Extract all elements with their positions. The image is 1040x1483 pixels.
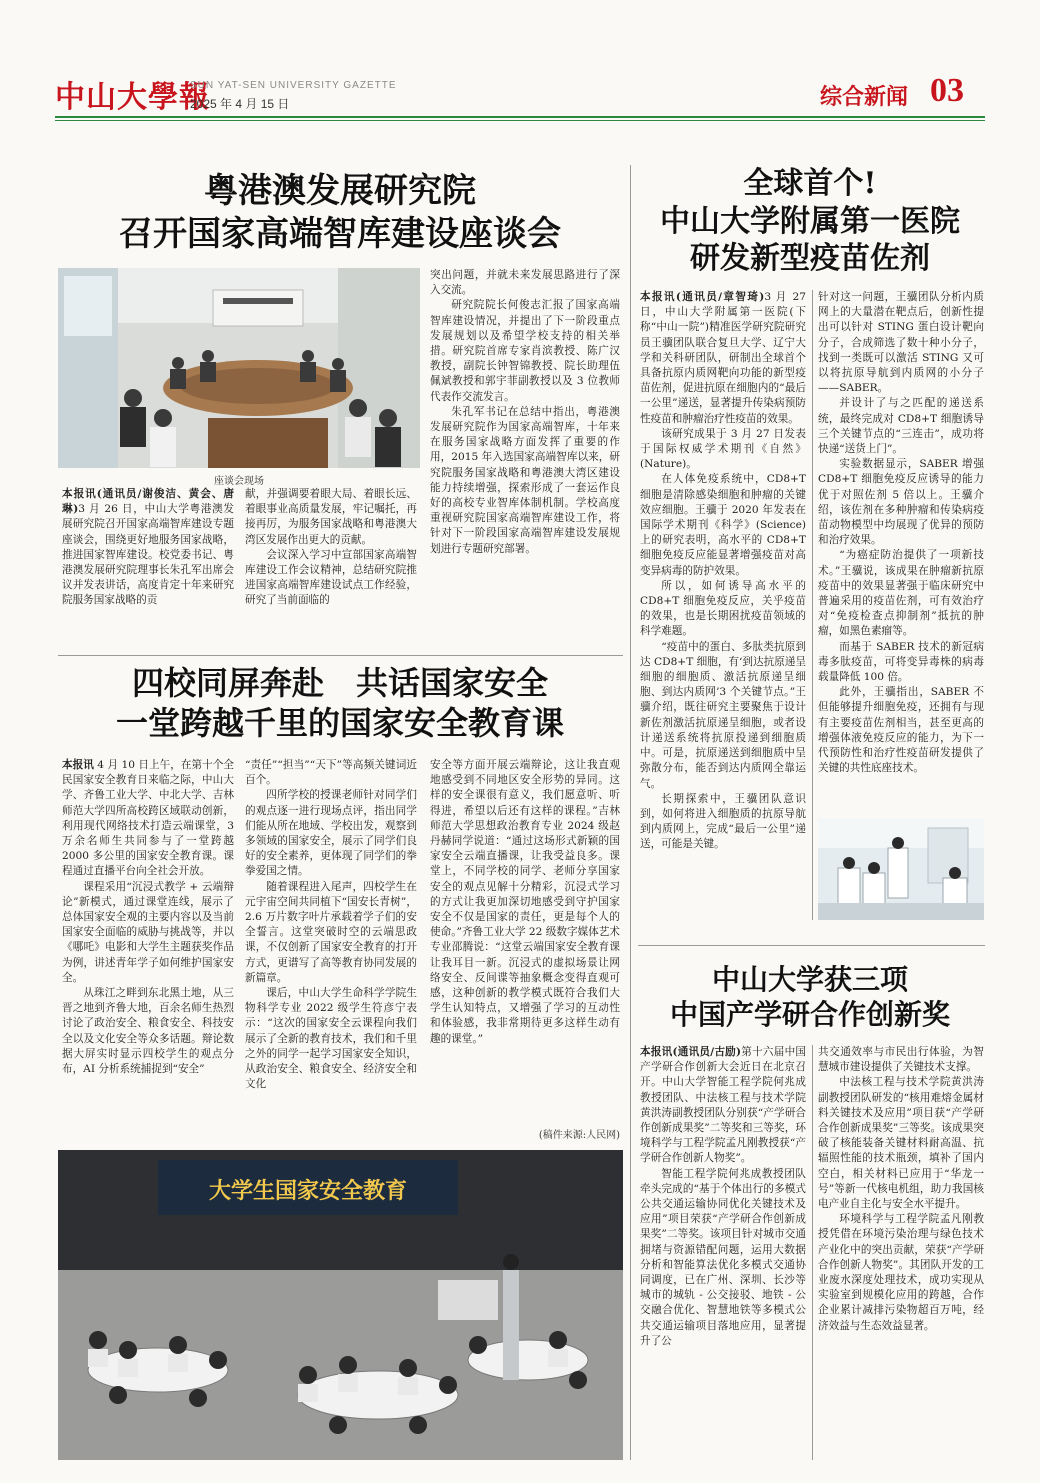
column-divider bbox=[812, 290, 813, 920]
section-divider bbox=[638, 945, 985, 946]
lab-photo bbox=[818, 818, 984, 920]
photo-caption: 座谈会现场 bbox=[214, 476, 264, 487]
byline: 本报讯(通讯员/章智琦) bbox=[640, 291, 765, 303]
article1-headline: 粤港澳发展研究院 召开国家高端智库建设座谈会 bbox=[119, 171, 561, 254]
header-rule bbox=[55, 116, 985, 118]
header-rule-thin bbox=[55, 120, 985, 121]
column-divider bbox=[812, 1045, 813, 1460]
article1-column-1: 本报讯(通讯员/谢俊洁、黄会、唐琳)3 月 26 日，中山大学粤港澳发展研究院召开国家高端智库建设专题座谈会，围绕更好地服务国家战略，推进国家智库建设。校党委书记、粤港澳发展研究院理事长朱孔军出席会议并发表讲话，高度肯定十年来研究院服务国家战略的贡 bbox=[62, 488, 234, 607]
screen-banner-text: 大学生国家安全教育 bbox=[208, 1179, 408, 1204]
meeting-photo bbox=[58, 268, 420, 468]
byline: 本报讯(通讯员/谢俊洁、黄会、唐琳) bbox=[62, 488, 234, 516]
issue-date: 2025 年 4 月 15 日 bbox=[190, 97, 290, 111]
article4-column-2: 共交通效率与市民出行体验，为智慧城市建设提供了关键技术支撑。 中法核工程与技术学院黄洪涛副教授团队研发的“核用难熔金属材料关键技术及应用”项目获“产学研合作创新成果奖”三等奖。该成果突破了核能装备关键材料耐高温、抗辐照性能的技术瓶颈，填补了国内空白，相关材料已应用于“华龙一号”等新一代核电机组，助力我国核电产业自主化与安全水平提升。 环境科学与工程学院孟凡刚教授凭借在环境污染治理与绿色技术产业化中的突出贡献，荣获“产学研合作创新人物奖”。其团队开发的工业废水深度处理技术，成功实现从实验室到规模化应用的跨越，合作企业累计减排污染物超百万吨，经济效益与生态效益显著。 bbox=[818, 1046, 984, 1332]
article2-column-1: 本报讯(通讯员/章智琦)3 月 27 日，中山大学附属第一医院(下称“中山一院”)精准医学研究院研究员王骥团队联合复旦大学、辽宁大学和关科研团队，研制出全球首个具备抗原内质网靶向功能的新型疫苗佐剂，促进抗原在细胞内的“最后一公里”递送，显著提升传染病预防性疫苗和肿瘤治疗性疫苗的效果。 该研究成果于 3 月 27 日发表于国际权威学术期刊《自然》(Nature)。 在人体免疫系统中，CD8+T 细胞是清除感染细胞和肿瘤的关键效应细胞。王骥于 2020 年发表在国际学术期刊《科学》(Science)上的研究表明，高水平的 CD8+T 细胞免疫反应能显著增强疫苗对高变异病毒的防护效果。 所以，如何诱导高水平的 CD8+T 细胞免疫反应，关乎疫苗的效果，也是长期困扰疫苗领域的科学难题。 “疫苗中的蛋白、多肽类抗原到达 CD8+T 细胞，有‘到达抗原递呈细胞的细胞质、激活抗原递呈细胞、到达内质网’3 个关键节点。”王骥介绍，既往研究主要聚焦于设计新佐剂激活抗原递呈细胞，或者设计递送系统将抗原投递到细胞质中。可是，抗原递送到细胞质中呈弥散分布，能否到达内质网全靠运气。 长期探索中，王骥团队意识到，如何将进入细胞质的抗原导航到内质网上，完成“最后一公里”递送，可能是关键。 bbox=[640, 291, 806, 851]
masthead-logo: 中山大學報 bbox=[55, 80, 210, 115]
article4-headline: 中山大学获三项 中国产学研合作创新奖 bbox=[669, 963, 950, 1031]
source-credit: (稿件来源:人民网) bbox=[538, 1130, 620, 1141]
article2-column-2: 针对这一问题，王骥团队分析内质网上的大量潜在靶点后，创新性提出可以针对 STING 蛋白设计靶向分子，合成筛选了数十种小分子，找到一类既可以激活 STING 又可以将抗原导航到内质网的小分子——SABER。 并设计了与之匹配的递送系统，最终完成对 CD8+T 细胞诱导三个关键节点的“三连击”，成功将快递“送货上门”。 实验数据显示，SABER 增强 CD8+T 细胞免疫反应诱导的能力优于对照佐剂 5 倍以上。王骥介绍，该佐剂在多种肿瘤和传染病疫苗动物模型中均展现了优异的预防和治疗效果。 “为癌症防治提供了一项新技术。”王骥说，该成果在肿瘤新抗原疫苗中的效果显著强于临床研究中普遍采用的疫苗佐剂，可有效治疗对“免疫检查点抑制剂”抵抗的肿瘤，如黑色素瘤等。 而基于 SABER 技术的新冠病毒多肽疫苗，可将变异毒株的病毒载量降低 100 倍。 此外，王骥指出，SABER 不但能够提升细胞免疫，还拥有与现有主要疫苗佐剂相当，甚至更高的增强体液免疫反应的能力，为下一代预防性和治疗性疫苗研发提供了关键的共性底座技术。 bbox=[818, 291, 984, 775]
section-name: 综合新闻 bbox=[820, 84, 909, 110]
article3-column-1: 本报讯 4 月 10 日上午，在第十个全民国家安全教育日来临之际，中山大学、齐鲁工业大学、中北大学、吉林师范大学四所高校跨区域联动创新，利用现代网络技术打造云端课堂，3 万余名师生共同参与了一堂跨越 2000 多公里的国家安全教育课。课程通过直播平台向全社会开放。 课程采用“沉浸式教学 + 云端辩论”新模式，通过课堂连线，展示了总体国家安全观的主要内容以及当前国家安全面临的威胁与挑战等，并以《哪吒》电影和大学生主题获奖作品为例，讲述青年学子如何维护国家安全。 从珠江之畔到东北黑土地，从三晋之地到齐鲁大地，百余名师生热烈讨论了政治安全、粮食安全、科技安全以及文化安全等众多话题。辩论数据大屏实时显示四校学生的观点分布，AI 分析系统捕捉到“安全” bbox=[62, 759, 234, 1076]
byline: 本报讯 bbox=[62, 759, 94, 771]
article1-column-2: 献，并强调要着眼大局、着眼长远、着眼事业高质量发展，牢记嘱托，再接再厉，为服务国家战略和粤港澳大湾区发展作出更大的贡献。 会议深入学习中宣部国家高端智库建设工作会议精神，总结研究院推进国家高端智库建设试点工作经验，研究了当前面临的 bbox=[245, 488, 417, 607]
section-divider bbox=[58, 655, 623, 656]
classroom-photo bbox=[58, 1150, 623, 1460]
column-divider bbox=[630, 165, 631, 1460]
masthead-english: SUN YAT-SEN UNIVERSITY GAZETTE bbox=[190, 80, 397, 91]
article3-column-3: 安全等方面开展云端辩论，这让我直观地感受到不同地区安全形势的异同。这样的安全课很有意义，我们愿意听、听得进，希望以后还有这样的课程。”吉林师范大学思想政治教育专业 2024 级赵丹赫同学说道：“通过这场形式新颖的国家安全云端直播课，让我受益良多。课堂上，不同学校的同学、老师分享国家安全的观点见解十分精彩，沉浸式学习的方式让我更加深切地感受到守护国家安全不仅是国家的责任，更是每个人的使命。”齐鲁工业大学 22 级数字媒体艺术专业邵腾说：“这堂云端国家安全教育课让我耳目一新。沉浸式的虚拟场景让网络安全、反间谍等抽象概念变得直观可感，这种创新的教学模式既符合我们大学生认知特点，又增强了学习的互动性和体验感，我非常期待更多这样生动有趣的课堂。” bbox=[430, 759, 620, 1045]
article3-column-2: “责任”“担当”“天下”等高频关键词近百个。 四所学校的授课老师针对同学们的观点逐一进行现场点评，指出同学们能从所在地域、学校出发，观察到多领域的国家安全，展示了同学们良好的安全素养，更体现了同学们的拳拳爱国之情。 随着课程进入尾声，四校学生在元宇宙空间共同植下“国安长青树”，2.6 万片数字叶片承载着学子们的安全誓言。这堂突破时空的云端思政课，不仅创新了国家安全教育的打开方式，更谱写了高等教育协同发展的新篇章。 课后，中山大学生命科学学院生物科学专业 2022 级学生符彦宁表示：“这次的国家安全云课程向我们展示了全新的教育技术，我们和千里之外的同学一起学习国家安全知识，从政治安全、粮食安全、经济安全和文化 bbox=[245, 759, 417, 1091]
article2-headline: 全球首个! 中山大学附属第一医院 研发新型疫苗佐剂 bbox=[660, 166, 960, 276]
article4-column-1: 本报讯(通讯员/古励)第十六届中国产学研合作创新大会近日在北京召开。中山大学智能工程学院何兆成教授团队、中法核工程与技术学院黄洪涛副教授团队分别获“产学研合作创新成果奖”二等奖和三等奖，环境科学与工程学院孟凡刚教授获“产学研合作创新人物奖”。 智能工程学院何兆成教授团队牵头完成的“基于个体出行的多模式公共交通运输协同优化关键技术及应用”项目荣获“产学研合作创新成果奖”二等奖。该项目针对城市交通拥堵与资源错配问题，运用大数据分析和智能算法优化多模式交通协同调度，已在广州、深圳、长沙等城市的城轨 - 公交接驳、地铁 - 公交融合优化、智慧地铁等多模式公共交通运输项目落地应用，显著提升了公 bbox=[640, 1046, 806, 1347]
page-number: 03 bbox=[930, 72, 964, 109]
article3-headline: 四校同屏奔赴 共话国家安全 一堂跨越千里的国家安全教育课 bbox=[115, 664, 564, 742]
byline: 本报讯(通讯员/古励) bbox=[640, 1046, 742, 1058]
article1-column-3: 突出问题，并就未来发展思路进行了深入交流。 研究院院长何俊志汇报了国家高端智库建设情况，并提出了下一阶段重点发展规划以及希望学校支持的相关举措。研究院首席专家肖滨教授、陈广汉教授，副院长钟智锦教授、院长助理伍佩斌教授和郭宇菲副教授以及 3 位教师代表作交流发言。 朱孔军书记在总结中指出，粤港澳发展研究院作为国家高端智库，十年来在服务国家战略方面发挥了重要的作用，2015 年入选国家高端智库以来，研究院服务国家战略和粤港澳大湾区建设能力持续增强，探索形成了一套运作良好的高校专业智库体制机制。学校高度重视研究院国家高端智库建设工作，将针对下一阶段国家高端智库建设发展规划进行专题研究部署。 bbox=[430, 269, 620, 555]
